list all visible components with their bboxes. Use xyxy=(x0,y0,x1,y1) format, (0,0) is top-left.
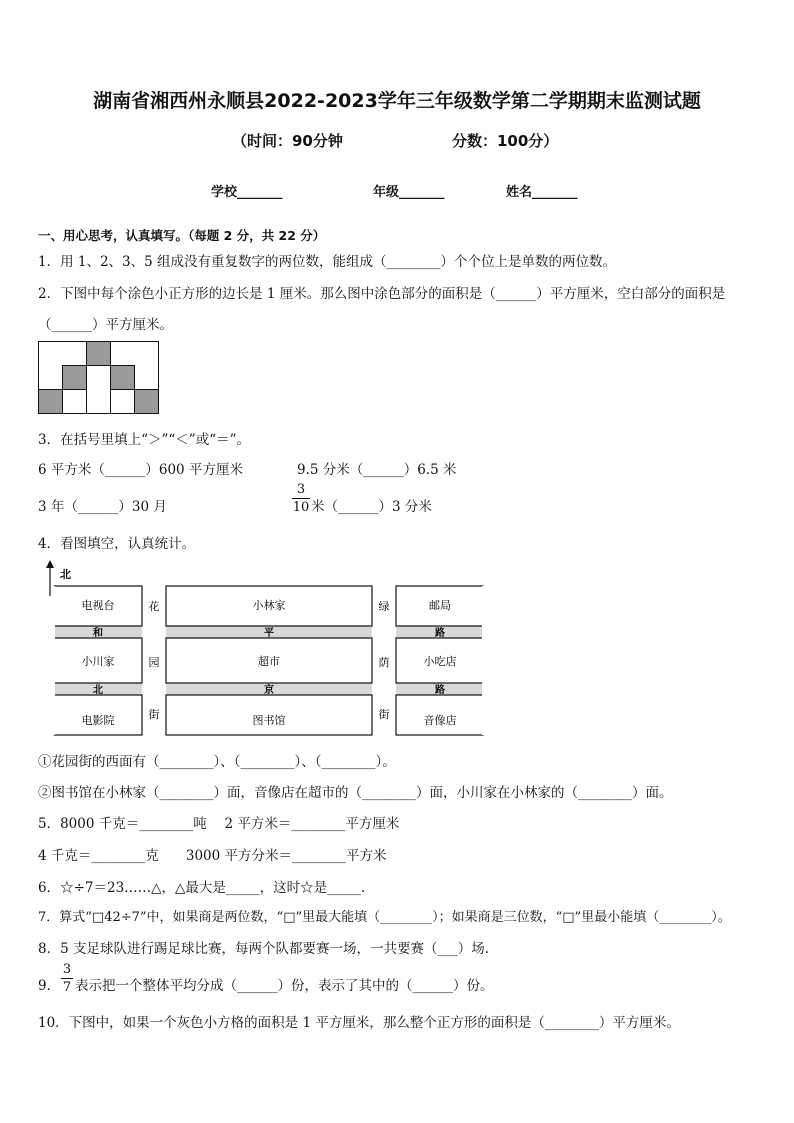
road-label: 平 xyxy=(264,628,274,639)
shaded-square xyxy=(39,390,63,414)
question-10: 10．下图中，如果一个灰色小方格的面积是 1 平方厘米，那么整个正方形的面积是（________）平方厘米。 xyxy=(38,1015,680,1031)
street-label: 街 xyxy=(378,708,390,721)
question-4-part-1: ①花园街的西面有（________）、（________）、（________）。 xyxy=(38,754,396,770)
shaded-grid-figure xyxy=(38,341,160,415)
question-2-line1: 2．下图中每个涂色小正方形的边长是 1 厘米。那么图中涂色部分的面积是（______）平方厘米，空白部分的面积是 xyxy=(38,286,726,302)
shaded-square xyxy=(63,366,87,390)
supermarket-label: 超市 xyxy=(258,655,280,668)
question-9: 表示把一个整体平均分成（______）份，表示了其中的（______）份。 xyxy=(75,978,494,994)
q3-compare-3: 3 年（______）30 月 xyxy=(38,499,167,515)
cinema-label: 电影院 xyxy=(81,714,115,727)
post-label: 邮局 xyxy=(429,599,451,612)
name-field: 姓名_______ xyxy=(506,185,578,200)
shaded-square xyxy=(87,342,111,366)
question-5-line2: 4 千克＝________克 3000 平方分米＝________平方米 xyxy=(38,848,387,864)
question-9-number: 9． xyxy=(38,978,61,994)
blank-square xyxy=(87,366,111,414)
road-label: 京 xyxy=(264,685,274,696)
question-5-line1: 5．8000 千克＝________吨 2 平方米＝________平方厘米 xyxy=(38,816,400,832)
xiaolin-label: 小林家 xyxy=(252,599,286,612)
page-title: 湖南省湘西州永顺县2022-2023学年三年级数学第二学期期末监测试题 xyxy=(93,90,701,112)
road-label: 路 xyxy=(435,628,445,639)
road-label: 路 xyxy=(435,685,445,696)
street-label: 街 xyxy=(148,708,160,721)
q3-compare-1: 6 平方米（______）600 平方厘米 xyxy=(38,462,243,478)
exam-score: 分数：100分） xyxy=(452,132,559,150)
street-map xyxy=(40,558,490,738)
q3-compare-4: 米（______）3 分米 xyxy=(311,499,432,515)
q3-compare-2: 9.5 分米（______）6.5 米 xyxy=(297,462,457,478)
north-label: 北 xyxy=(60,568,71,581)
street-label: 园 xyxy=(148,656,160,669)
fraction-numerator: 3 xyxy=(296,482,306,497)
section-heading: 一、用心思考，认真填写。（每题 2 分，共 22 分） xyxy=(38,228,326,243)
library-label: 图书馆 xyxy=(252,714,286,727)
street-label: 荫 xyxy=(378,656,390,669)
shaded-square xyxy=(111,366,135,390)
q3-fraction xyxy=(292,482,310,515)
question-6: 6．☆÷7＝23……△，△最大是_____，这时☆是_____. xyxy=(38,880,366,896)
question-4: 4．看图填空，认真统计。 xyxy=(38,536,196,552)
snack-label: 小吃店 xyxy=(423,655,457,668)
school-field: 学校_______ xyxy=(211,185,283,200)
question-3: 3．在括号里填上“＞”“＜”或“＝”。 xyxy=(38,432,250,448)
question-4-part-2: ②图书馆在小林家（________）面，音像店在超市的（________）面，小川家在小林家的（________）面。 xyxy=(38,785,673,801)
question-1: 1．用 1、2、3、5 组成没有重复数字的两位数，能组成（________）个个位上是单数的两位数。 xyxy=(38,254,617,270)
road-label: 北 xyxy=(93,685,103,696)
grade-field: 年级_______ xyxy=(373,185,445,200)
question-8: 8．5 支足球队进行踢足球比赛，每两个队都要赛一场，一共要赛（___）场. xyxy=(38,941,490,957)
shaded-square xyxy=(135,390,159,414)
fraction-numerator: 3 xyxy=(62,962,72,977)
tv-label: 电视台 xyxy=(81,599,115,612)
audio-label: 音像店 xyxy=(423,714,457,727)
fraction-denominator: 7 xyxy=(62,980,72,995)
exam-time: （时间：90分钟 xyxy=(232,132,343,150)
xiaochuan-label: 小川家 xyxy=(81,655,115,668)
street-label: 绿 xyxy=(378,600,390,613)
question-7: 7．算式“□42÷7”中，如果商是两位数，“□”里最大能填（________）；如果商是三位数，“□”里最小能填（________）。 xyxy=(38,910,731,925)
q9-fraction xyxy=(61,962,73,995)
question-2-line2: （______）平方厘米。 xyxy=(38,317,173,333)
fraction-denominator: 10 xyxy=(292,500,310,515)
street-label: 花 xyxy=(148,600,160,613)
north-arrow-head-icon xyxy=(46,560,54,568)
road-label: 和 xyxy=(93,628,103,639)
